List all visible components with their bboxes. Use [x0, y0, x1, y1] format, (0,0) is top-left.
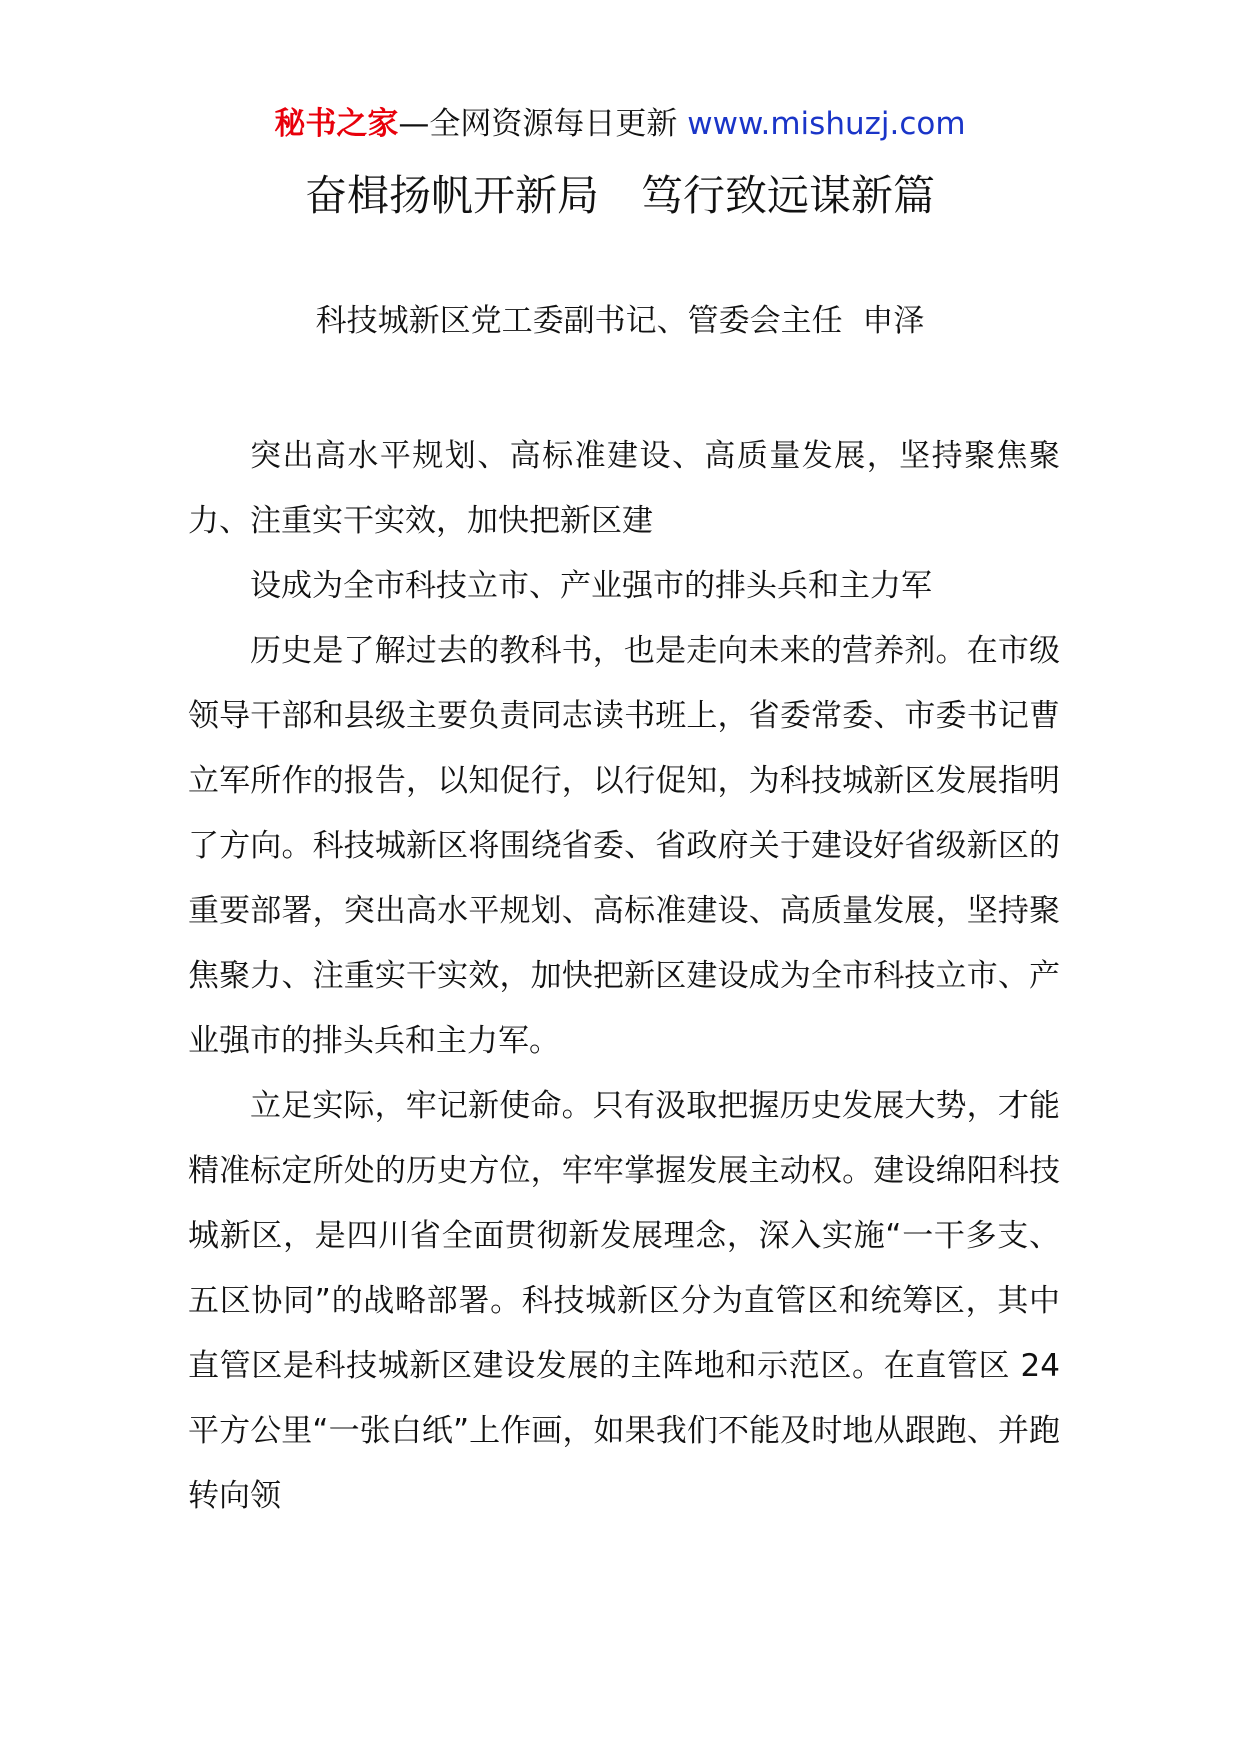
author-byline: 科技城新区党工委副书记、管委会主任 申泽	[315, 303, 925, 339]
site-header	[0, 104, 1240, 144]
paragraph: 历史是了解过去的教科书，也是走向未来的营养剂。在市级领导干部和县级主要负责同志读书班上，省委常委、市委书记曹立军所作的报告，以知促行，以行促知，为科技城新区发展指明了方向。科技城新区将围绕省委、省政府关于建设好省级新区的重要部署，突出高水平规划、高标准建设、高质量发展，坚持聚焦聚力、注重实干实效，加快把新区建设成为全市科技立市、产业强市的排头兵和主力军。	[188, 633, 1060, 1059]
site-url-link[interactable]: www.mishuzj.com	[687, 106, 966, 142]
paragraph: 立足实际，牢记新使命。只有汲取把握历史发展大势，才能精准标定所处的历史方位，牢牢掌握发展主动权。建设绵阳科技城新区，是四川省全面贯彻新发展理念，深入实施“一干多支、五区协同”的战略部署。科技城新区分为直管区和统筹区，其中直管区是科技城新区建设发展的主阵地和示范区。在直管区 24 平方公里“一张白纸”上作画，如果我们不能及时地从跟跑、并跑转向领	[188, 1088, 1060, 1514]
document-body	[188, 424, 1060, 1529]
paragraph: 设成为全市科技立市、产业强市的排头兵和主力军	[250, 568, 932, 604]
site-brand: 秘书之家	[274, 106, 399, 142]
paragraph: 突出高水平规划、高标准建设、高质量发展，坚持聚焦聚力、注重实干实效，加快把新区建	[188, 438, 1060, 539]
document-title: 奋楫扬帆开新局 笃行致远谋新篇	[304, 171, 935, 220]
site-tagline: —全网资源每日更新	[398, 106, 688, 142]
